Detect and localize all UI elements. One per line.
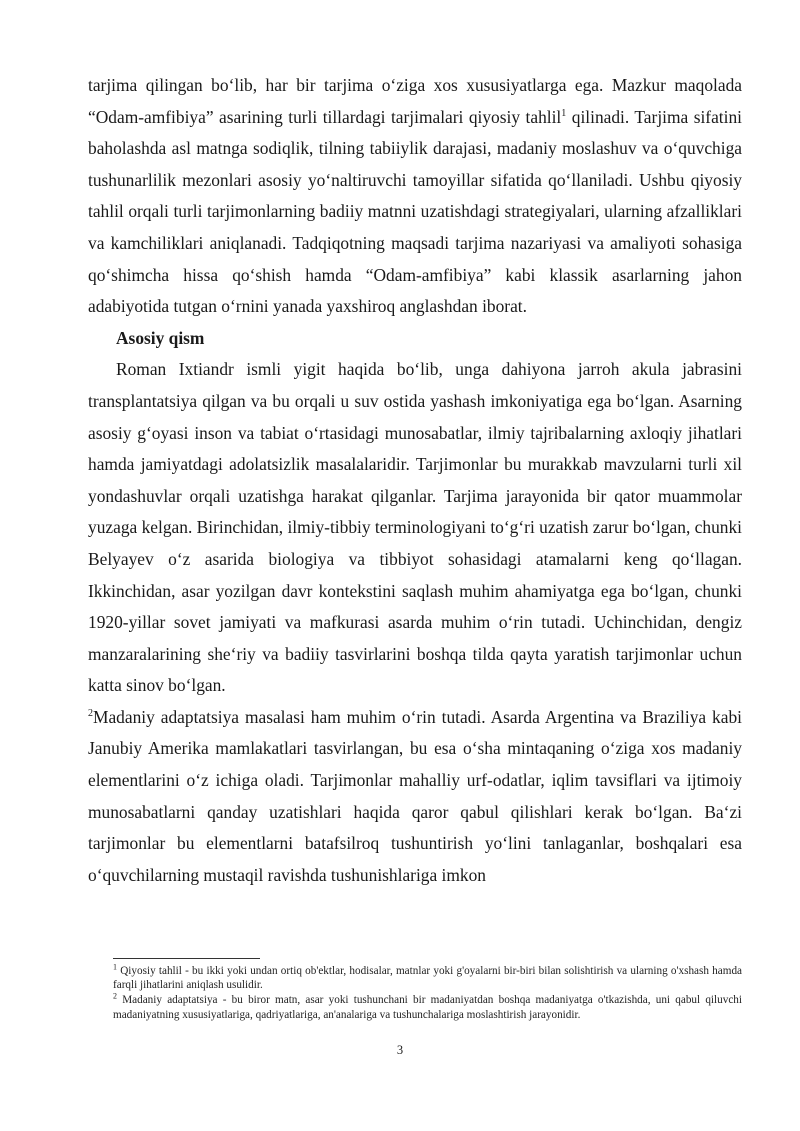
- footnote-marker-2: 2: [113, 991, 117, 1001]
- paragraph-3-text: Madaniy adaptatsiya masalasi ham muhim o‘rin tutadi. Asarda Argentina va Braziliya kabi Janubiy Amerika mamlakatlari tasvirlangan, bu esa o‘sha mintaqaning o‘ziga xos madaniy elementlarini o‘z ichiga oladi. Tarjimonlar mahalliy urf-odatlar, iqlim tavsiflari va ijtimoiy munosabatlarni qanday uzatishlari haqida qaror qabul qilishlari kerak bo‘lgan. Ba‘zi tarjimonlar bu elementlarni batafsilroq tushuntirish yo‘lini tanlaganlar, boshqalari esa o‘quvchilarning mustaqil ravishda tushunishlariga imkon: [88, 706, 742, 885]
- page-number: 3: [396, 1043, 404, 1057]
- footnote-2-text: Madaniy adaptatsiya - bu biror matn, asar yoki tushunchani bir madaniyatdan boshqa madaniyatga o'tkazishda, uni qabul qiluvchi madaniyatning xususiyatlariga, qadriyatlariga, an'analariga va tushunchalariga moslashtirish jarayonidir.: [113, 994, 742, 1021]
- footnote-ref-2[interactable]: 2: [88, 708, 93, 720]
- paragraph-1-tail: qilinadi. Tarjima sifatini baholashda asl matnga sodiqlik, tilning tabiiylik darajasi, madaniy moslashuv va o‘quvchiga tushunarlilik mezonlari asosiy yo‘naltiruvchi tamoyillar sifatida qo‘llaniladi. Ushbu qiyosiy tahlil orqali turli tarjimonlarning badiiy matnni uzatishdagi strategiyalari, ularning afzalliklari va kamchiliklari aniqlanadi. Tadqiqotning maqsadi tarjima nazariyasi va amaliyoti sohasiga qo‘shimcha hissa qo‘shish hamda “Odam-amfibiya” kabi klassik asarlarning jahon adabiyotida tutgan o‘rnini yanada yaxshiroq anglashdan iborat.: [88, 106, 742, 317]
- paragraph-main-2: [88, 702, 742, 892]
- section-heading: Asosiy qism: [116, 327, 205, 348]
- paragraph-main-1: Roman Ixtiandr ismli yigit haqida bo‘lib, unga dahiyona jarroh akula jabrasini transplantatsiya qilgan va bu orqali u suv ostida yashash imkoniyatiga ega bo‘lgan. Asarning asosiy g‘oyasi inson va tabiat o‘rtasidagi munosabatlar, ilmiy tajribalarning axloqiy jihatlari hamda jamiyatdagi adolatsizlik masalalaridir. Tarjimonlar bu murakkab mavzularni turli xil yondashuvlar orqali uzatishga harakat qilganlar. Tarjima jarayonida bir qator muammolar yuzaga kelgan. Birinchidan, ilmiy-tibbiy terminologiyani to‘g‘ri uzatish zarur bo‘lgan, chunki Belyayev o‘z asarida biologiya va tibbiyot sohasidagi atamalarni keng qo‘llagan. Ikkinchidan, asar yozilgan davr kontekstini saqlash muhim ahamiyatga ega bo‘lgan, chunki 1920-yillar sovet jamiyati va mafkurasi asarda muhim o‘rin tutadi. Uchinchidan, dengiz manzaralarining she‘riy va badiiy tasvirlarini boshqa tilda qayta yaratish tarjimonlar uchun katta sinov bo‘lgan.: [88, 359, 742, 696]
- footnote-ref-1[interactable]: 1: [561, 107, 567, 119]
- footnote-2: [113, 993, 742, 1021]
- footnote-1-text: Qiyosiy tahlil - bu ikki yoki undan ortiq ob'ektlar, hodisalar, matnlar yoki g'oyalarni bir-biri bilan solishtirish va ularning o'xshash hamda farqli jihatlarini aniqlash usulidir.: [113, 965, 742, 992]
- footnote-divider: [113, 958, 260, 959]
- paragraph-intro-continued: [88, 70, 742, 323]
- footnotes: [113, 964, 742, 1023]
- footnote-marker-1: 1: [113, 962, 117, 972]
- page-body: [88, 70, 742, 891]
- footnote-1: [113, 964, 742, 992]
- paragraph-1-text: tarjima qilingan bo‘lib, har bir tarjima o‘ziga xos xususiyatlarga ega. Mazkur maqolada “Odam-amfibiya” asarining turli tillardagi tarjimalari qiyosiy tahlil: [88, 75, 742, 127]
